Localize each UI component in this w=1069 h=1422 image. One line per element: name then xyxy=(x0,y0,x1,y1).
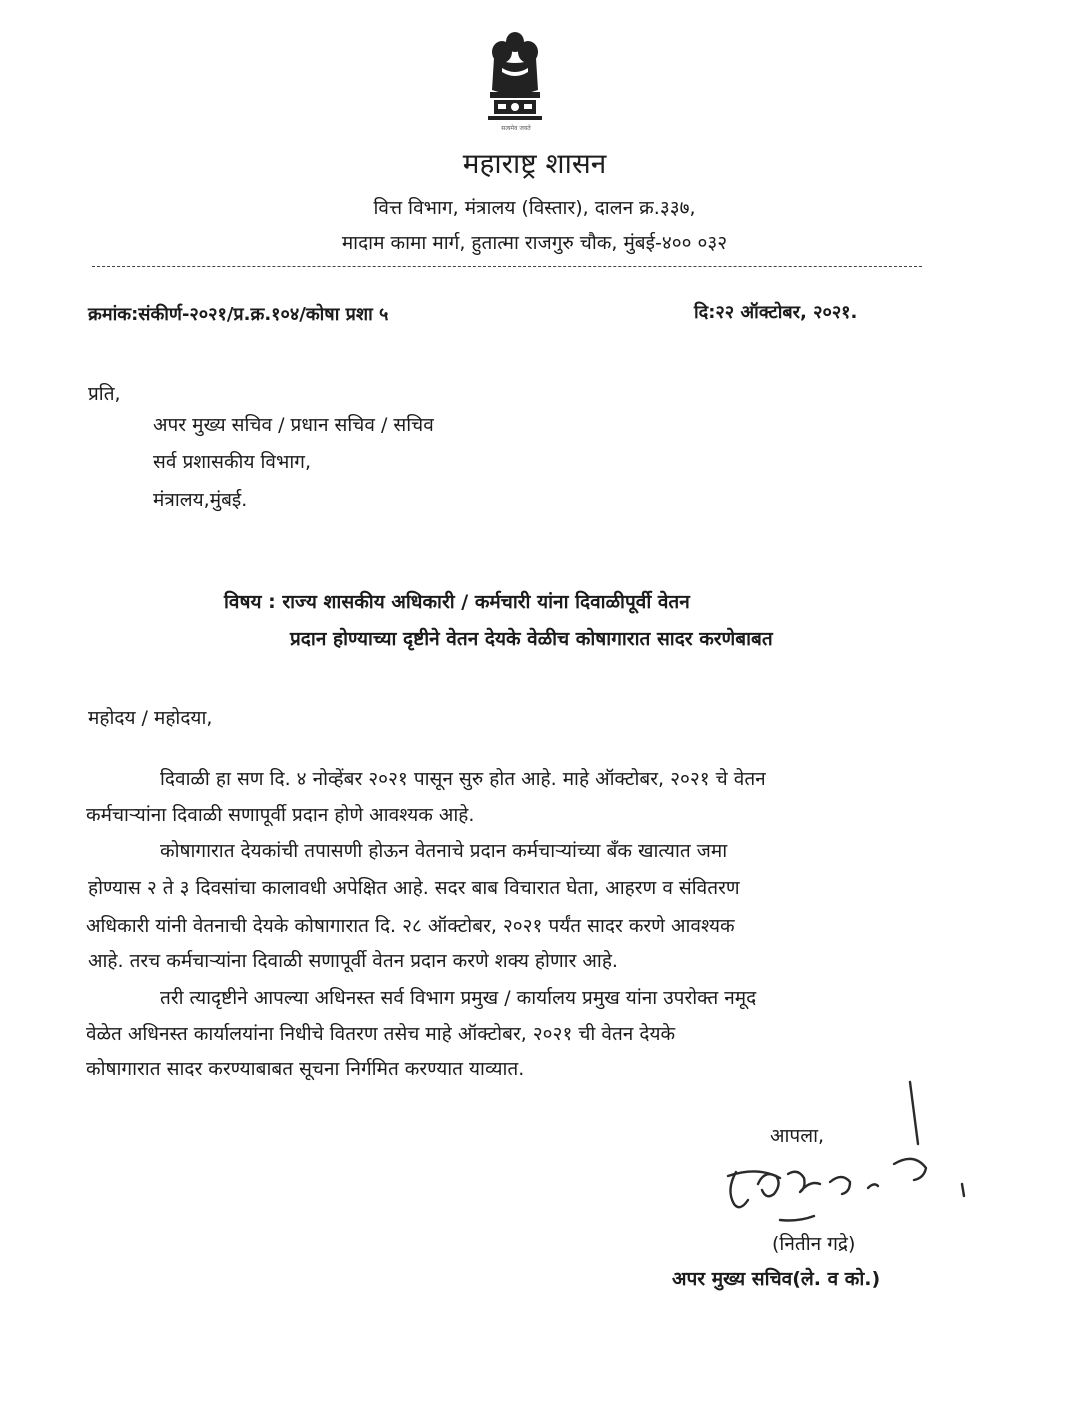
recipient-line: सर्व प्रशासकीय विभाग, xyxy=(153,451,312,473)
signatory-designation: अपर मुख्य सचिव(ले. व को.) xyxy=(672,1268,881,1290)
body-line: होण्यास २ ते ३ दिवसांचा कालावधी अपेक्षित आहे. सदर बाब विचारात घेता, आहरण व संवितरण xyxy=(88,877,740,899)
address-line-1: वित्त विभाग, मंत्रालय (विस्तार), दालन क्र.३३७, xyxy=(373,197,696,219)
body-line: वेळेत अधिनस्त कार्यालयांना निधीचे वितरण तसेच माहे ऑक्टोबर, २०२१ ची वेतन देयके xyxy=(86,1023,676,1045)
body-line: कोषागारात सादर करण्याबाबत सूचना निर्गमित करण्यात याव्यात. xyxy=(86,1058,525,1080)
closing: आपला, xyxy=(770,1125,825,1147)
body-line: अधिकारी यांनी वेतनाची देयके कोषागारात दि. २८ ऑक्टोबर, २०२१ पर्यंत सादर करणे आवश्यक xyxy=(86,915,735,937)
emblem-motto: सत्यमेव जयते xyxy=(501,125,531,132)
recipient-to: प्रति, xyxy=(88,383,121,405)
header-divider xyxy=(92,266,922,267)
handwritten-signature xyxy=(718,1072,988,1232)
body-line: दिवाळी हा सण दि. ४ नोव्हेंबर २०२१ पासून सुरु होत आहे. माहे ऑक्टोबर, २०२१ चे वेतन xyxy=(160,768,766,790)
address-line-2: मादाम कामा मार्ग, हुतात्मा राजगुरु चौक, मुंबई-४०० ०३२ xyxy=(341,232,728,254)
body-line: आहे. तरच कर्मचाऱ्यांना दिवाळी सणापूर्वी वेतन प्रदान करणे शक्य होणार आहे. xyxy=(88,950,618,972)
reference-number: क्रमांक:संकीर्ण-२०२१/प्र.क्र.१०४/कोषा प्रशा ५ xyxy=(88,304,389,325)
body-line: कर्मचाऱ्यांना दिवाळी सणापूर्वी प्रदान होणे आवश्यक आहे. xyxy=(86,804,475,826)
recipient-line: मंत्रालय,मुंबई. xyxy=(153,489,248,511)
recipient-line: अपर मुख्य सचिव / प्रधान सचिव / सचिव xyxy=(153,414,434,436)
body-line: तरी त्यादृष्टीने आपल्या अधिनस्त सर्व विभाग प्रमुख / कार्यालय प्रमुख यांना उपरोक्त नमूद xyxy=(160,987,757,1009)
organization-name: महाराष्ट्र शासन xyxy=(462,147,607,180)
subject-line-1: विषय : राज्य शासकीय अधिकारी / कर्मचारी यांना दिवाळीपूर्वी वेतन xyxy=(224,591,690,613)
salutation: महोदय / महोदया, xyxy=(88,707,213,729)
subject-line-2: प्रदान होण्याच्या दृष्टीने वेतन देयके वेळीच कोषागारात सादर करणेबाबत xyxy=(290,628,773,650)
signatory-name: (नितीन गद्रे) xyxy=(772,1233,856,1255)
letter-date: दि:२२ ऑक्टोबर, २०२१. xyxy=(694,302,858,323)
body-line: कोषागारात देयकांची तपासणी होऊन वेतनाचे प्रदान कर्मचाऱ्यांच्या बँक खात्यात जमा xyxy=(160,840,728,862)
